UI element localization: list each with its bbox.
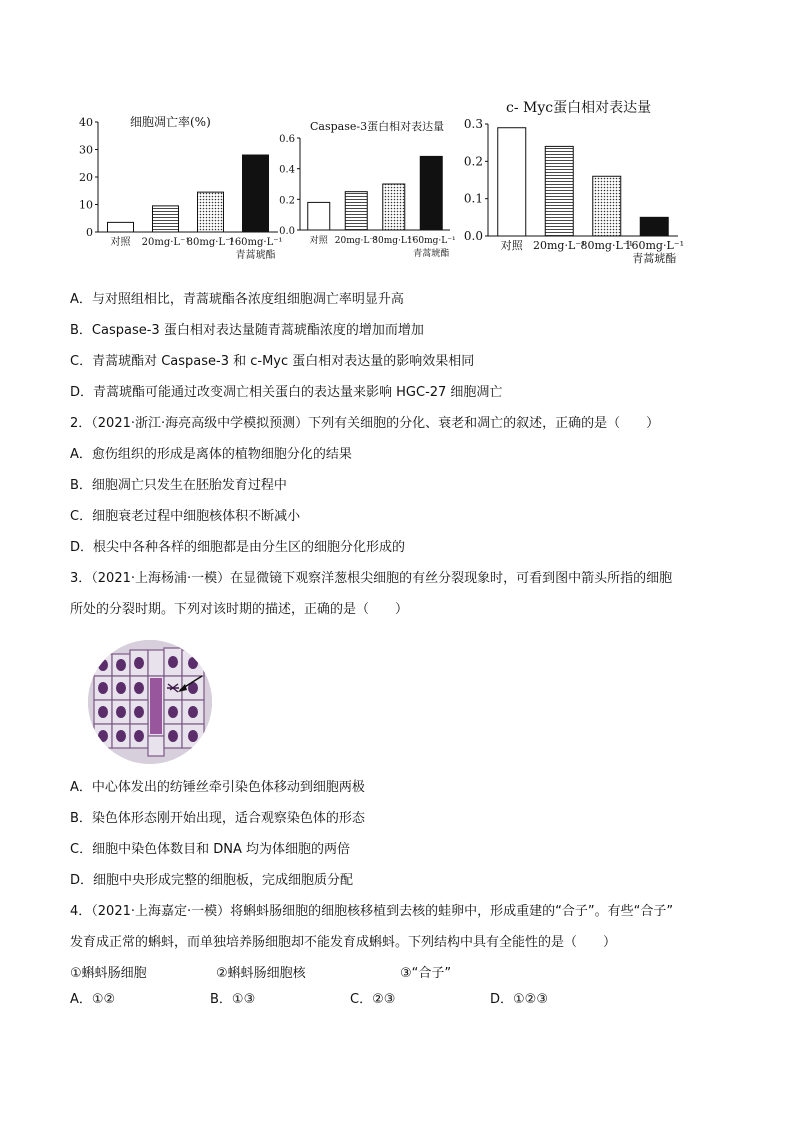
- y-tick-label: 0.0: [463, 229, 483, 243]
- y-tick-label: 30: [79, 143, 93, 157]
- category-label: 160mg·L⁻¹: [228, 237, 283, 248]
- category-label: 80mg·L⁻¹: [580, 239, 633, 252]
- category-subtitle: 青蒿琥酯: [235, 250, 276, 261]
- q4-item-1: ①蝌蚪肠细胞: [70, 966, 147, 981]
- q4-option-c: C．②③: [350, 992, 396, 1007]
- q1-option-b: B．Caspase-3 蛋白相对表达量随青蒿琥酯浓度的增加而增加: [70, 323, 424, 338]
- q4-item-3: ③“合子”: [400, 966, 452, 981]
- chart-cmyc: [450, 96, 690, 276]
- q1-option-a: A．与对照组相比，青蒿琥酯各浓度组细胞凋亡率明显升高: [70, 292, 404, 307]
- bar-1: [345, 192, 367, 230]
- q2-option-b: B．细胞凋亡只发生在胚胎发育过程中: [70, 478, 287, 493]
- category-label: 20mg·L⁻¹: [533, 239, 586, 252]
- q3-option-c: C．细胞中染色体数目和 DNA 均为体细胞的两倍: [70, 842, 350, 857]
- y-tick-label: 0: [86, 226, 93, 239]
- q3-option-a: A．中心体发出的纺锤丝牵引染色体移动到细胞两极: [70, 780, 365, 795]
- q4-option-a: A．①②: [70, 992, 116, 1007]
- micrograph-onion-root-tip: [88, 640, 212, 764]
- q4-item-2: ②蝌蚪肠细胞核: [216, 966, 306, 981]
- chart-caspase3: [270, 114, 470, 264]
- bar-3: [420, 156, 442, 230]
- bar-0: [108, 222, 134, 232]
- bar-1: [545, 146, 573, 236]
- category-subtitle: 青蒿琥酯: [632, 252, 677, 265]
- bar-2: [198, 192, 224, 232]
- category-label: 160mg·L⁻¹: [624, 239, 684, 252]
- chart-cmyc-svg: [450, 96, 690, 276]
- bar-0: [308, 202, 330, 230]
- q2-option-d: D．根尖中各种各样的细胞都是由分生区的细胞分化形成的: [70, 540, 406, 555]
- category-label: 对照: [500, 239, 523, 252]
- category-label: 对照: [110, 237, 131, 248]
- chart-caspase3-svg: [270, 114, 470, 264]
- y-tick-label: 0.2: [279, 195, 295, 207]
- q4-stem-line2: 发育成正常的蝌蚪，而单独培养肠细胞却不能发育成蝌蚪。下列结构中具有全能性的是（ ）: [70, 935, 617, 950]
- micrograph-image: [88, 640, 212, 764]
- q3-option-b: B．染色体形态刚开始出现，适合观察染色体的形态: [70, 811, 365, 826]
- q4-option-b: B．①③: [210, 992, 256, 1007]
- q4-option-d: D．①②③: [490, 992, 548, 1007]
- category-label: 80mg·L⁻¹: [186, 237, 235, 248]
- bar-2: [383, 184, 405, 230]
- q2-option-c: C．细胞衰老过程中细胞核体积不断减小: [70, 509, 301, 524]
- chart-apoptosis-rate: [70, 108, 290, 268]
- category-label: 160mg·L⁻¹: [406, 236, 456, 246]
- bar-2: [593, 176, 621, 236]
- q3-option-d: D．细胞中央形成完整的细胞板，完成细胞质分配: [70, 873, 354, 888]
- bar-1: [153, 206, 179, 232]
- chart-title: c- Myc蛋白相对表达量: [506, 100, 652, 116]
- bar-3: [243, 155, 269, 232]
- category-label: 80mg·L⁻¹: [372, 236, 416, 246]
- y-tick-label: 0.4: [279, 164, 295, 176]
- y-tick-label: 20: [79, 171, 93, 184]
- y-tick-label: 40: [79, 116, 93, 129]
- bar-3: [640, 217, 668, 236]
- category-label: 20mg·L⁻¹: [141, 237, 190, 248]
- chart-title: Caspase-3蛋白相对表达量: [310, 120, 445, 133]
- y-tick-label: 0.0: [279, 226, 295, 237]
- chart-title: 细胞凋亡率(%): [130, 115, 211, 129]
- q4-options: [70, 988, 690, 1008]
- y-tick-label: 0.2: [463, 154, 483, 169]
- category-label: 对照: [309, 236, 328, 246]
- y-tick-label: 0.1: [463, 191, 483, 206]
- bar-0: [498, 128, 526, 236]
- q3-stem-line2: 所处的分裂时期。下列对该时期的描述，正确的是（ ）: [70, 602, 409, 617]
- q3-stem-line1: 3．（2021·上海杨浦·一模）在显微镜下观察洋葱根尖细胞的有丝分裂现象时，可看到图中箭头所指的细胞: [70, 571, 673, 586]
- q4-stem-line1: 4．（2021·上海嘉定·一模）将蝌蚪肠细胞的细胞核移植到去核的蛙卵中，形成重建的“合子”。有些“合子”: [70, 904, 674, 919]
- category-label: 20mg·L⁻¹: [334, 236, 378, 246]
- y-tick-label: 0.6: [279, 134, 295, 145]
- category-subtitle: 青蒿琥酯: [413, 249, 450, 259]
- q2-stem: 2．（2021·浙江·海亮高级中学模拟预测）下列有关细胞的分化、衰老和凋亡的叙述，正确的是（ ）: [70, 416, 660, 431]
- q1-option-c: C．青蒿琥酯对 Caspase-3 和 c-Myc 蛋白相对表达量的影响效果相同: [70, 354, 475, 369]
- y-tick-label: 10: [79, 198, 93, 212]
- y-tick-label: 0.3: [463, 117, 483, 131]
- q2-option-a: A．愈伤组织的形成是离体的植物细胞分化的结果: [70, 447, 352, 462]
- chart-apoptosis-rate-svg: [70, 108, 290, 268]
- q1-option-d: D．青蒿琥酯可能通过改变凋亡相关蛋白的表达量来影响 HGC-27 细胞凋亡: [70, 385, 503, 400]
